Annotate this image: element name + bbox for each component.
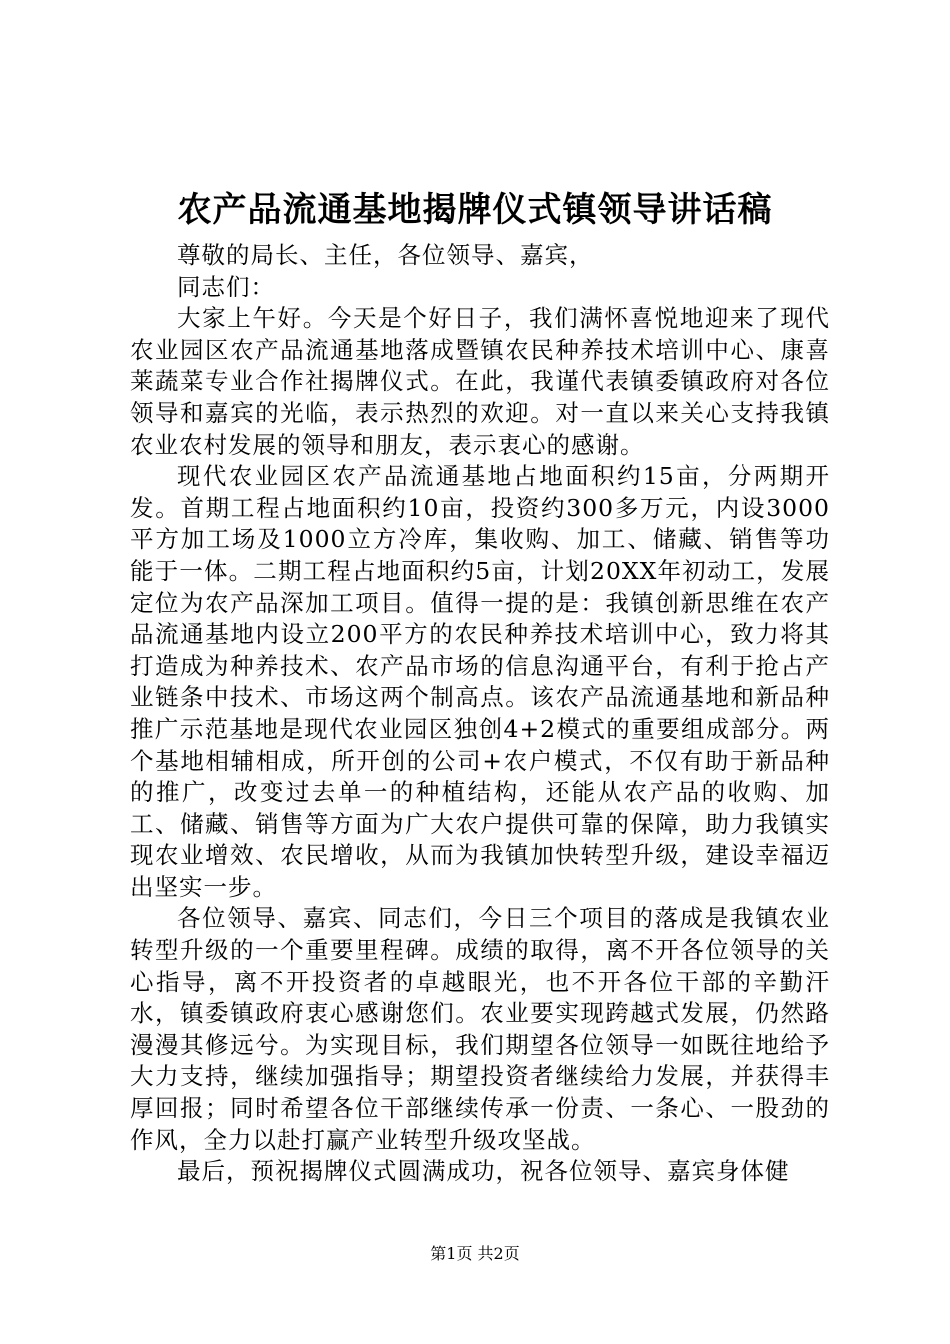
document-title: 农产品流通基地揭牌仪式镇领导讲话稿: [177, 190, 773, 230]
salutation-line: 同志们：: [177, 272, 275, 301]
salutation-line: 尊敬的局长、主任，各位领导、嘉宾，: [177, 241, 594, 269]
document-body: [130, 240, 830, 1188]
body-paragraph: 最后，预祝揭牌仪式圆满成功，祝各位领导、嘉宾身体健: [177, 1157, 790, 1186]
body-paragraph: 现代农业园区农产品流通基地占地面积约15亩，分两期开发。首期工程占地面积约10亩，投资约300多万元，内设3000平方加工场及1000立方冷库，集收购、加工、储藏、销售等功能于一体。二期工程占地面积约5亩，计划20XX年初动工，发展定位为农产品深加工项目。值得一提的是：我镇创新思维在农产品流通基地内设立200平方的农民种养技术培训中心，致力将其打造成为种养技术、农产品市场的信息沟通平台，有利于抢占产业链条中技术、市场这两个制高点。该农产品流通基地和新品种推广示范基地是现代农业园区独创4+2模式的重要组成部分。两个基地相辅相成，所开创的公司+农户模式，不仅有助于新品种的推广，改变过去单一的种植结构，还能从农产品的收购、加工、储藏、销售等方面为广大农户提供可靠的保障，助力我镇实现农业增效、农民增收，从而为我镇加快转型升级，建设幸福迈出坚实一步。: [130, 462, 830, 901]
body-paragraph: 大家上午好。今天是个好日子，我们满怀喜悦地迎来了现代农业园区农产品流通基地落成暨镇农民种养技术培训中心、康喜莱蔬菜专业合作社揭牌仪式。在此，我谨代表镇委镇政府对各位领导和嘉宾的光临，表示热烈的欢迎。对一直以来关心支持我镇农业农村发展的领导和朋友，表示衷心的感谢。: [130, 304, 830, 459]
page-footer: 第1页 共2页: [430, 1244, 520, 1263]
body-paragraph: 各位领导、嘉宾、同志们，今日三个项目的落成是我镇农业转型升级的一个重要里程碑。成绩的取得，离不开各位领导的关心指导，离不开投资者的卓越眼光，也不开各位干部的辛勤汗水，镇委镇政府衷心感谢您们。农业要实现跨越式发展，仍然路漫漫其修远兮。为实现目标，我们期望各位领导一如既往地给予大力支持，继续加强指导；期望投资者继续给力发展，并获得丰厚回报；同时希望各位干部继续传承一份责、一条心、一股劲的作风，全力以赴打赢产业转型升级攻坚战。: [130, 904, 830, 1154]
